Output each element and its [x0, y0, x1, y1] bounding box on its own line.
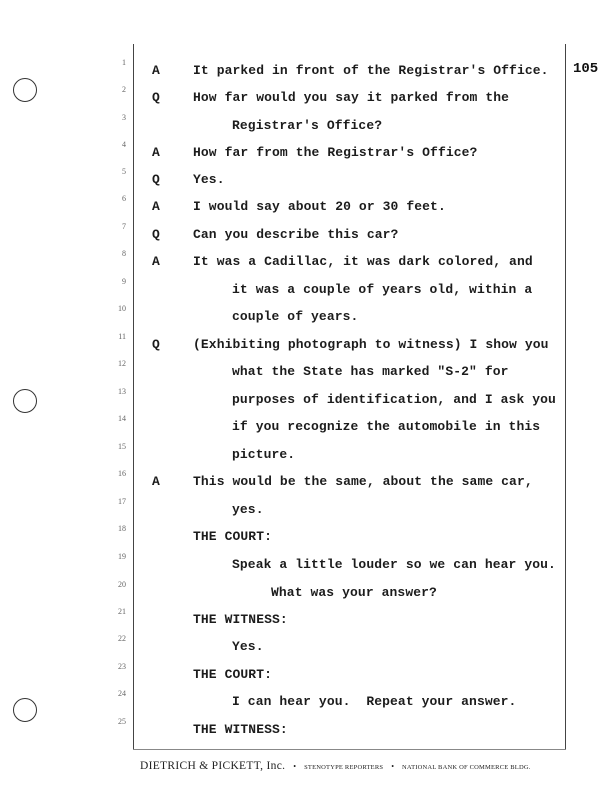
bottom-margin-rule: [133, 749, 566, 750]
colloquy-header: THE WITNESS:: [193, 612, 288, 627]
speaker-label: Q: [152, 90, 160, 105]
transcript-line: [0, 194, 612, 219]
transcript-line: [0, 497, 612, 522]
line-number: 20: [118, 580, 126, 589]
transcript-line: [0, 552, 612, 577]
line-number: 19: [118, 552, 126, 561]
footer-separator: •: [391, 762, 394, 771]
transcript-line: [0, 717, 612, 742]
transcript-line: [0, 580, 612, 605]
line-number: 7: [122, 222, 126, 231]
line-text: what the State has marked "S-2" for: [232, 364, 509, 379]
line-text: it was a couple of years old, within a: [232, 282, 533, 297]
line-text: What was your answer?: [271, 585, 437, 600]
line-number: 15: [118, 442, 126, 451]
line-text: I can hear you. Repeat your answer.: [232, 694, 517, 709]
transcript-line: [0, 442, 612, 467]
speaker-label: A: [152, 474, 160, 489]
line-text: Yes.: [232, 639, 264, 654]
transcript-line: [0, 469, 612, 494]
line-number: 22: [118, 634, 126, 643]
transcript-line: [0, 414, 612, 439]
line-number: 18: [118, 524, 126, 533]
colloquy-header: THE COURT:: [193, 667, 273, 682]
line-text: This would be the same, about the same car,: [193, 474, 533, 489]
transcript-line: [0, 607, 612, 632]
line-text: (Exhibiting photograph to witness) I show you: [193, 337, 549, 352]
colloquy-header: THE COURT:: [193, 529, 273, 544]
line-number: 2: [122, 85, 126, 94]
transcript-line: [0, 359, 612, 384]
line-text: yes.: [232, 502, 264, 517]
line-text: How far would you say it parked from the: [193, 90, 510, 105]
line-text: Yes.: [193, 172, 225, 187]
line-text: couple of years.: [232, 309, 359, 324]
line-text: How far from the Registrar's Office?: [193, 145, 478, 160]
line-number: 10: [118, 304, 126, 313]
line-number: 13: [118, 387, 126, 396]
line-text: I would say about 20 or 30 feet.: [193, 199, 446, 214]
transcript-line: [0, 332, 612, 357]
transcript-line: [0, 167, 612, 192]
speaker-label: Q: [152, 227, 160, 242]
speaker-label: Q: [152, 337, 160, 352]
speaker-label: A: [152, 199, 160, 214]
line-number: 17: [118, 497, 126, 506]
speaker-label: A: [152, 63, 160, 78]
line-text: Can you describe this car?: [193, 227, 399, 242]
line-number: 6: [122, 194, 126, 203]
footer-firm: DIETRICH & PICKETT, Inc.: [140, 760, 286, 772]
transcript-line: [0, 222, 612, 247]
speaker-label: A: [152, 145, 160, 160]
footer-address: NATIONAL BANK OF COMMERCE BLDG.: [402, 764, 531, 771]
line-number: 16: [118, 469, 126, 478]
line-number: 25: [118, 717, 126, 726]
line-number: 1: [122, 58, 126, 67]
line-text: if you recognize the automobile in this: [232, 419, 541, 434]
transcript-line: [0, 249, 612, 274]
speaker-label: Q: [152, 172, 160, 187]
transcript-line: [0, 58, 612, 83]
line-number: 14: [118, 414, 126, 423]
line-text: It parked in front of the Registrar's Office.: [193, 63, 549, 78]
line-text: picture.: [232, 447, 296, 462]
line-number: 3: [122, 113, 126, 122]
colloquy-header: THE WITNESS:: [193, 722, 288, 737]
line-number: 11: [118, 332, 126, 341]
line-text: It was a Cadillac, it was dark colored, and: [193, 254, 533, 269]
line-number: 8: [122, 249, 126, 258]
transcript-line: [0, 634, 612, 659]
footer-separator: •: [293, 762, 297, 771]
line-number: 23: [118, 662, 126, 671]
line-number: 24: [118, 689, 126, 698]
line-number: 4: [122, 140, 126, 149]
transcript-line: [0, 304, 612, 329]
transcript-line: [0, 85, 612, 110]
transcript-line: [0, 113, 612, 138]
transcript-line: [0, 140, 612, 165]
transcript-line: [0, 689, 612, 714]
transcript-line: [0, 277, 612, 302]
transcript-line: [0, 662, 612, 687]
footer-service: STENOTYPE REPORTERS: [304, 764, 384, 771]
line-number: 12: [118, 359, 126, 368]
line-text: Registrar's Office?: [232, 118, 383, 133]
speaker-label: A: [152, 254, 160, 269]
line-number: 21: [118, 607, 126, 616]
line-number: 5: [122, 167, 126, 176]
page-number: 105: [573, 61, 599, 77]
transcript-line: [0, 387, 612, 412]
line-text: purposes of identification, and I ask you: [232, 392, 556, 407]
reporter-footer: [140, 756, 570, 774]
line-text: Speak a little louder so we can hear you.: [232, 557, 556, 572]
line-number: 9: [122, 277, 126, 286]
transcript-line: [0, 524, 612, 549]
